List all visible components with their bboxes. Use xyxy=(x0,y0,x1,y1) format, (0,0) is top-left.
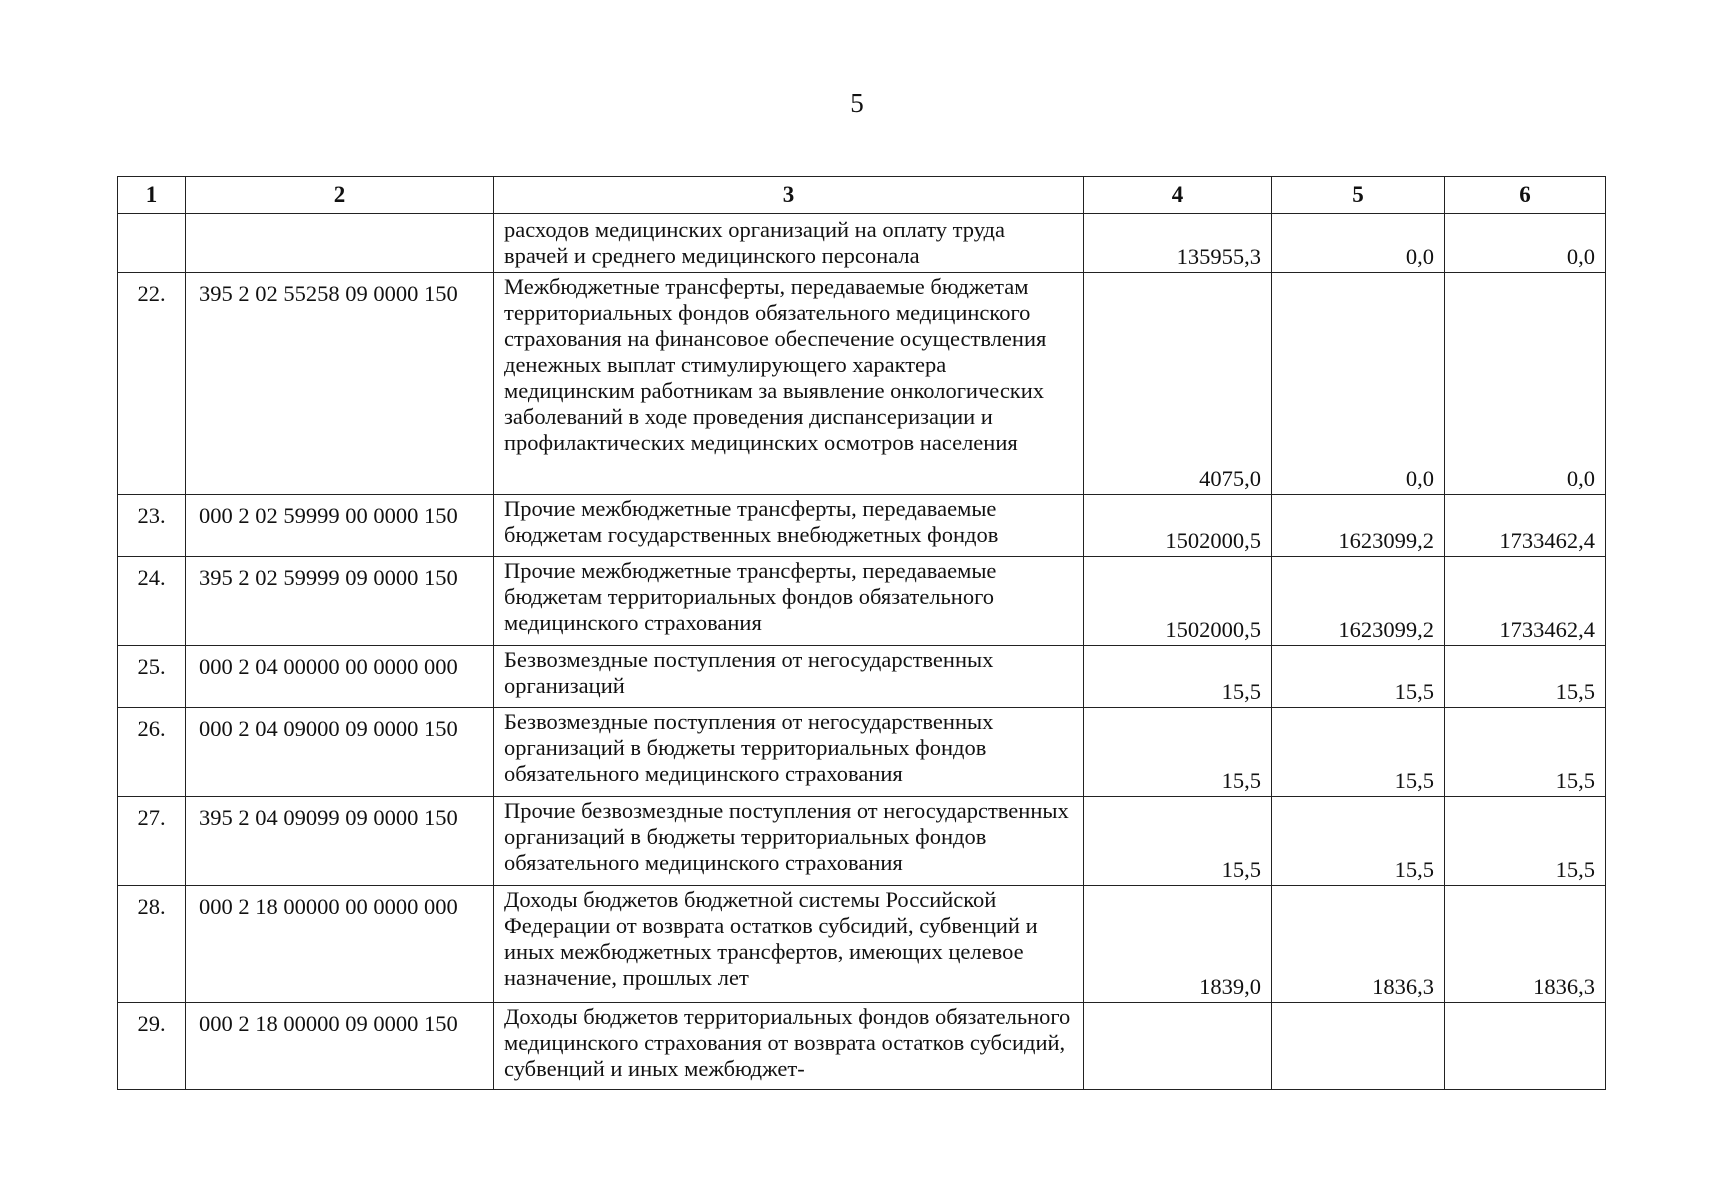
header-col-4: 4 xyxy=(1084,177,1272,214)
row-description: Прочие безвозмездные поступления от негосударственных организаций в бюджеты территориальных фондов обязательного медицинского страхования xyxy=(494,797,1084,886)
row-code: 000 2 04 09000 09 0000 150 xyxy=(186,708,494,797)
row-description: расходов медицинских организаций на оплату труда врачей и среднего медицинского персонала xyxy=(494,214,1084,273)
row-value-col6: 15,5 xyxy=(1445,708,1606,797)
row-value-col4: 135955,3 xyxy=(1084,214,1272,273)
row-value-col6: 15,5 xyxy=(1445,797,1606,886)
row-value-col6: 1733462,4 xyxy=(1445,495,1606,557)
table-row xyxy=(118,1003,1606,1090)
row-number: 27. xyxy=(118,797,186,886)
row-description: Безвозмездные поступления от негосударственных организаций в бюджеты территориальных фондов обязательного медицинского страхования xyxy=(494,708,1084,797)
row-description: Доходы бюджетов бюджетной системы Российской Федерации от возврата остатков субсидий, субвенций и иных межбюджетных трансфертов, имеющих целевое назначение, прошлых лет xyxy=(494,886,1084,1003)
table-row xyxy=(118,646,1606,708)
row-code xyxy=(186,214,494,273)
header-col-6: 6 xyxy=(1445,177,1606,214)
row-number: 25. xyxy=(118,646,186,708)
table-row xyxy=(118,557,1606,646)
header-col-3: 3 xyxy=(494,177,1084,214)
row-value-col6: 15,5 xyxy=(1445,646,1606,708)
page-number: 5 xyxy=(850,88,864,118)
row-value-col6: 1733462,4 xyxy=(1445,557,1606,646)
row-description: Прочие межбюджетные трансферты, передаваемые бюджетам территориальных фондов обязательного медицинского страхования xyxy=(494,557,1084,646)
row-description: Доходы бюджетов территориальных фондов обязательного медицинского страхования от возврата остатков субсидий, субвенций и иных межбюджет- xyxy=(494,1003,1084,1090)
row-value-col5: 15,5 xyxy=(1272,708,1445,797)
row-value-col4: 15,5 xyxy=(1084,797,1272,886)
row-code: 395 2 02 59999 09 0000 150 xyxy=(186,557,494,646)
row-number: 26. xyxy=(118,708,186,797)
row-value-col5: 0,0 xyxy=(1272,214,1445,273)
row-code: 395 2 02 55258 09 0000 150 xyxy=(186,273,494,495)
row-number: 22. xyxy=(118,273,186,495)
table-row xyxy=(118,708,1606,797)
row-value-col4: 4075,0 xyxy=(1084,273,1272,495)
row-code: 000 2 18 00000 00 0000 000 xyxy=(186,886,494,1003)
row-number: 24. xyxy=(118,557,186,646)
row-value-col4 xyxy=(1084,1003,1272,1090)
row-value-col4: 1839,0 xyxy=(1084,886,1272,1003)
row-value-col5: 15,5 xyxy=(1272,646,1445,708)
header-col-5: 5 xyxy=(1272,177,1445,214)
row-code: 000 2 02 59999 00 0000 150 xyxy=(186,495,494,557)
header-col-2: 2 xyxy=(186,177,494,214)
budget-income-table xyxy=(117,176,1606,1090)
table-row xyxy=(118,214,1606,273)
row-code: 395 2 04 09099 09 0000 150 xyxy=(186,797,494,886)
row-code: 000 2 04 00000 00 0000 000 xyxy=(186,646,494,708)
row-value-col6: 0,0 xyxy=(1445,273,1606,495)
row-value-col6 xyxy=(1445,1003,1606,1090)
row-value-col5: 15,5 xyxy=(1272,797,1445,886)
table-row xyxy=(118,886,1606,1003)
row-value-col5: 0,0 xyxy=(1272,273,1445,495)
row-value-col4: 15,5 xyxy=(1084,646,1272,708)
row-description: Безвозмездные поступления от негосударственных организаций xyxy=(494,646,1084,708)
row-code: 000 2 18 00000 09 0000 150 xyxy=(186,1003,494,1090)
table-row xyxy=(118,495,1606,557)
header-col-1: 1 xyxy=(118,177,186,214)
table-header-row xyxy=(118,177,1606,214)
row-value-col6: 1836,3 xyxy=(1445,886,1606,1003)
row-description: Межбюджетные трансферты, передаваемые бюджетам территориальных фондов обязательного медицинского страхования на финансовое обеспечение осуществления денежных выплат стимулирующего характера медицинским работникам за выявление онкологических заболеваний в ходе проведения диспансеризации и профилактических медицинских осмотров населения xyxy=(494,273,1084,495)
row-number: 23. xyxy=(118,495,186,557)
row-value-col4: 1502000,5 xyxy=(1084,557,1272,646)
row-value-col5: 1623099,2 xyxy=(1272,495,1445,557)
row-value-col5: 1836,3 xyxy=(1272,886,1445,1003)
row-value-col6: 0,0 xyxy=(1445,214,1606,273)
row-value-col4: 1502000,5 xyxy=(1084,495,1272,557)
row-number xyxy=(118,214,186,273)
table-row xyxy=(118,797,1606,886)
row-number: 28. xyxy=(118,886,186,1003)
table-row xyxy=(118,273,1606,495)
row-description: Прочие межбюджетные трансферты, передаваемые бюджетам государственных внебюджетных фондов xyxy=(494,495,1084,557)
row-number: 29. xyxy=(118,1003,186,1090)
row-value-col5 xyxy=(1272,1003,1445,1090)
row-value-col4: 15,5 xyxy=(1084,708,1272,797)
row-value-col5: 1623099,2 xyxy=(1272,557,1445,646)
